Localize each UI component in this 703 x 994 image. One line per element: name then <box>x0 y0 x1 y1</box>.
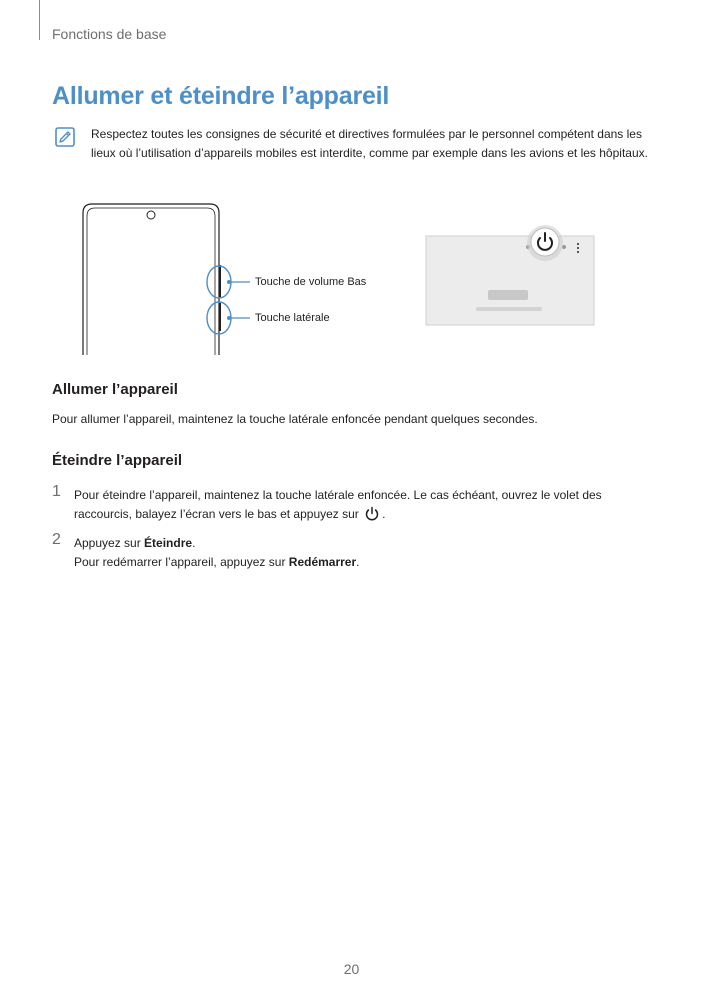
step-2-text <box>74 534 644 571</box>
turn-off-label: Éteindre <box>144 536 193 550</box>
step-1-text-end: . <box>382 506 386 521</box>
device-illustration <box>0 195 703 360</box>
power-icon <box>364 506 380 522</box>
step-2-suffix: . <box>192 536 196 550</box>
restart-suffix: . <box>356 554 360 569</box>
step-number: 1 <box>52 483 61 500</box>
camera-icon <box>147 211 155 219</box>
section-heading-power-on: Allumer l’appareil <box>52 381 178 398</box>
page-title: Allumer et éteindre l’appareil <box>52 82 390 110</box>
step-number: 2 <box>52 531 61 548</box>
margin-rule <box>39 0 40 40</box>
volume-key <box>219 265 221 297</box>
restart-prefix: Pour redémarrer l’appareil, appuyez sur <box>74 554 289 569</box>
step-1-text-main: Pour éteindre l’appareil, maintenez la touche latérale enfoncée. Le cas échéant, ouvrez le volet des raccourcis, balayez l’écran vers le bas et appuyez sur <box>74 488 602 521</box>
power-on-instructions: Pour allumer l’appareil, maintenez la touche latérale enfoncée pendant quelques secondes. <box>52 412 538 426</box>
note-pencil-icon <box>55 127 75 147</box>
step-2-prefix: Appuyez sur <box>74 536 145 550</box>
quick-panel-screenshot <box>426 225 594 325</box>
callout-volume-down: Touche de volume Bas <box>255 276 367 288</box>
side-key <box>219 303 221 331</box>
step-1-text <box>74 486 644 523</box>
running-header: Fonctions de base <box>52 26 167 42</box>
restart-label: Redémarrer <box>288 554 357 569</box>
section-heading-power-off: Éteindre l’appareil <box>52 452 183 469</box>
safety-note: Respectez toutes les consignes de sécurité et directives formulées par le personnel compétent dans les lieux où l’utilisation d’appareils mobiles est interdite, comme par exemple dans les avions et les hôpitaux. <box>91 127 648 160</box>
page-number: 20 <box>343 961 360 977</box>
callout-side-key: Touche latérale <box>255 312 330 324</box>
